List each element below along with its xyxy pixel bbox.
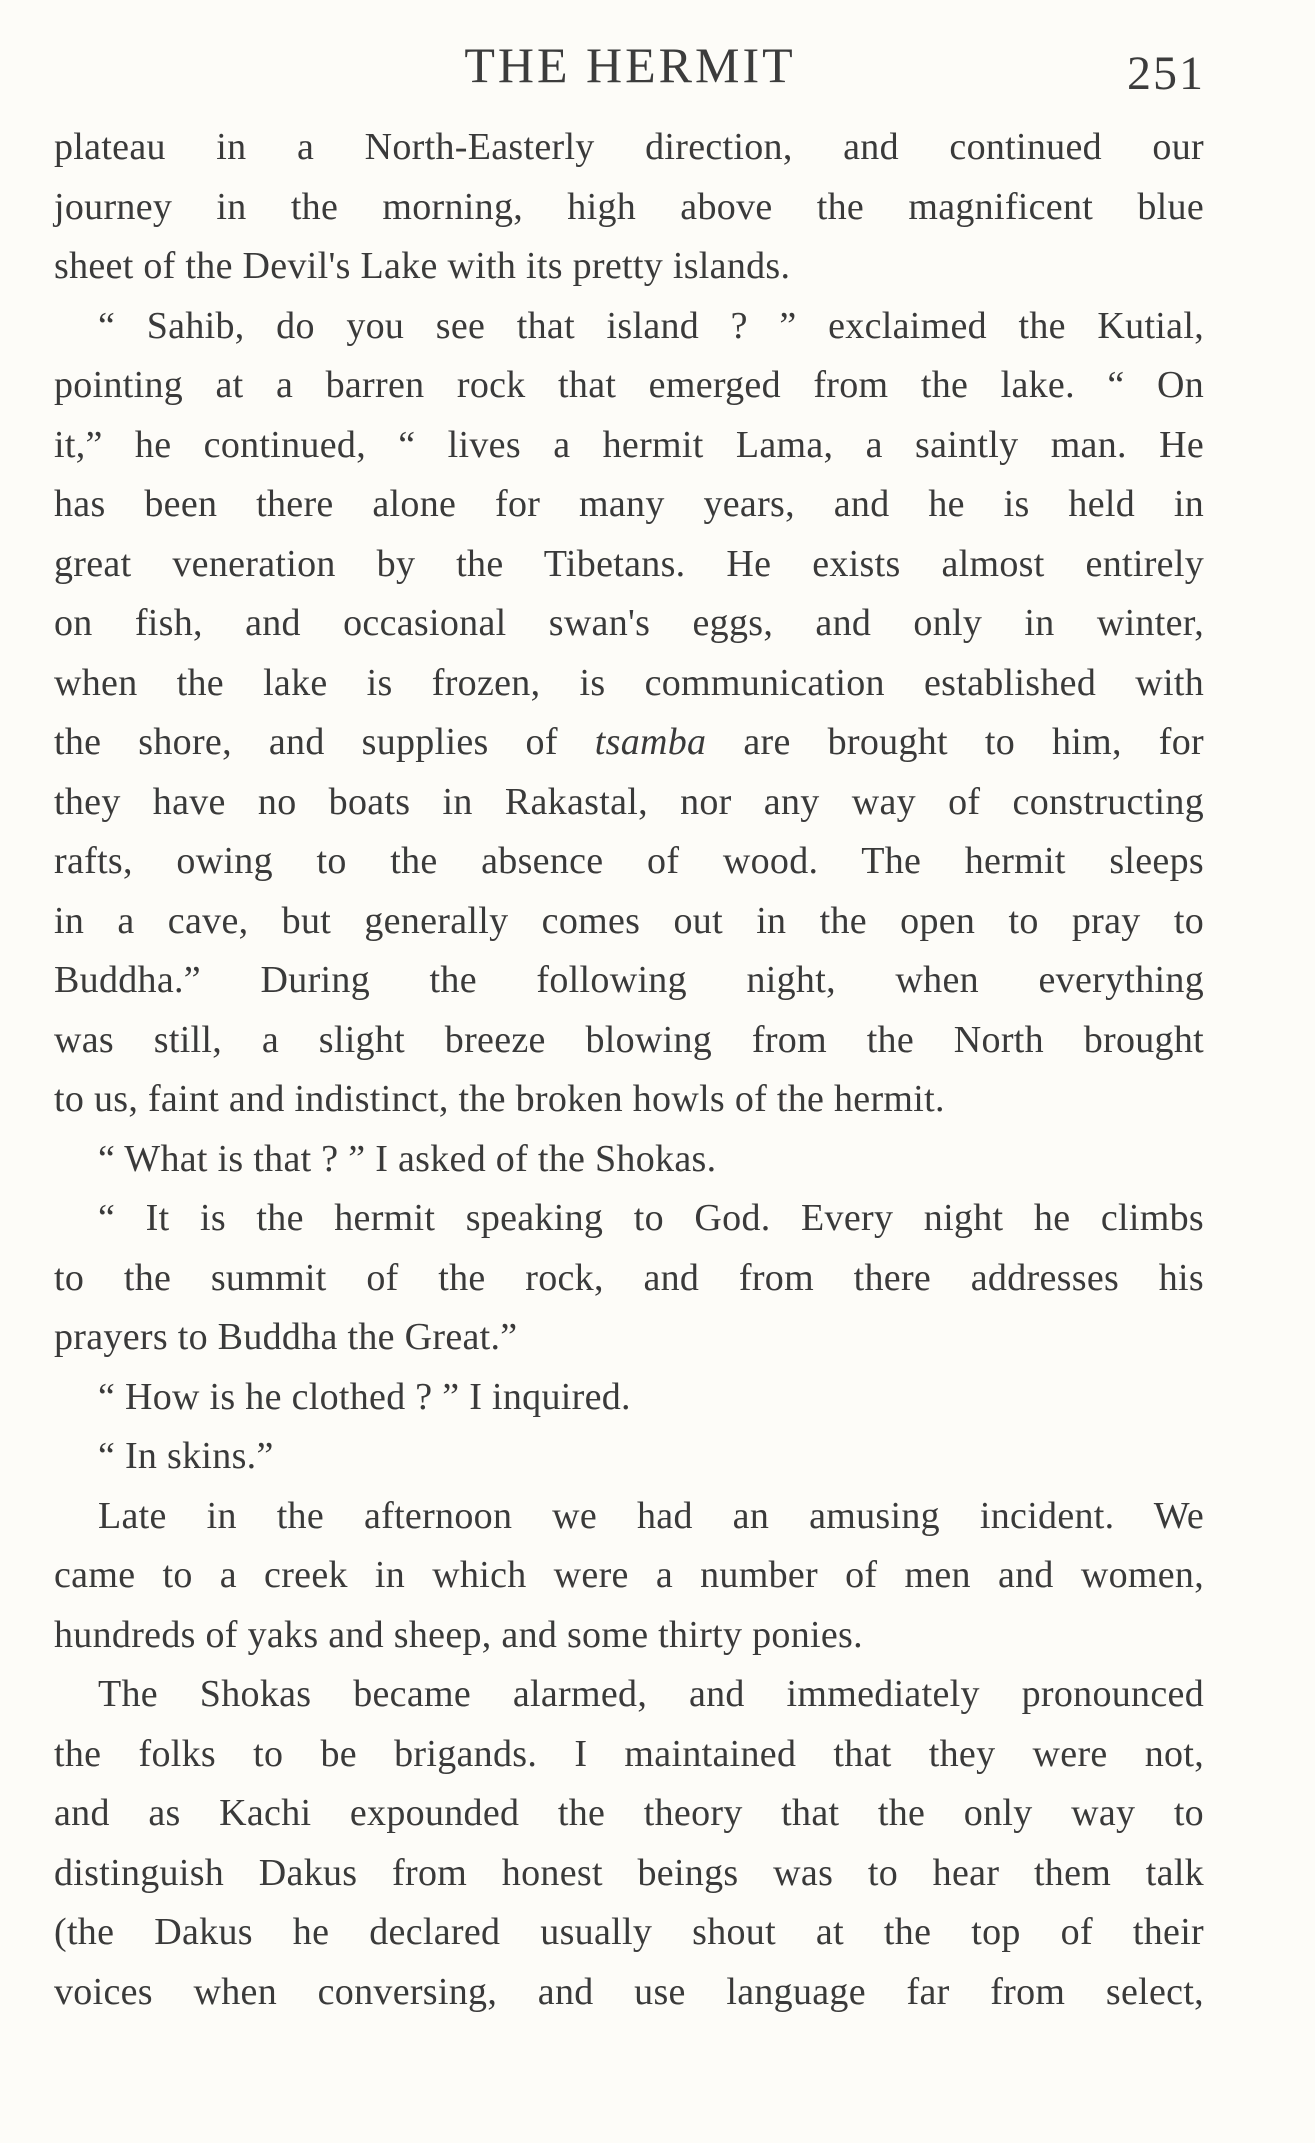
text-line: distinguish Dakus from honest beings was to hear them talk (54, 1851, 1204, 1894)
text-line: The Shokas became alarmed, and immediately pronounced (98, 1673, 1204, 1715)
text-line: prayers to Buddha the Great.” (54, 1316, 518, 1358)
page-header (0, 28, 1315, 98)
text-line: to the summit of the rock, and from there addresses his (54, 1256, 1204, 1299)
text-line: hundreds of yaks and sheep, and some thirty ponies. (54, 1613, 863, 1656)
text-line: the folks to be brigands. I maintained that they were not, (54, 1732, 1204, 1775)
text-line: was still, a slight breeze blowing from the North brought (54, 1018, 1204, 1061)
text-segment: are brought to him, for (706, 721, 1204, 763)
text-line: “ How is he clothed ? ” I inquired. (98, 1375, 631, 1418)
text-line: rafts, owing to the absence of wood. The hermit sleeps (54, 840, 1204, 882)
italic-word: tsamba (594, 721, 707, 763)
text-line: when the lake is frozen, is communication established with (54, 661, 1204, 704)
running-title: THE HERMIT (464, 37, 796, 93)
text-line: “ Sahib, do you see that island ? ” exclaimed the Kutial, (98, 304, 1204, 347)
text-line: came to a creek in which were a number of men and women, (54, 1554, 1204, 1596)
text-line: Buddha.” During the following night, when everything (54, 959, 1204, 1001)
text-line: they have no boats in Rakastal, nor any way of constructing (54, 780, 1204, 823)
text-line: “ In skins.” (98, 1435, 274, 1477)
text-segment: the shore, and supplies of (54, 721, 595, 763)
text-line: plateau in a North-Easterly direction, and continued our (54, 126, 1204, 168)
text-line: (the Dakus he declared usually shout at the top of their (54, 1911, 1204, 1953)
text-line: journey in the morning, high above the magnificent blue (54, 185, 1204, 228)
text-line: has been there alone for many years, and he is held in (54, 483, 1204, 525)
text-line: in a cave, but generally comes out in the open to pray to (54, 899, 1204, 942)
text-line: great veneration by the Tibetans. He exists almost entirely (54, 542, 1204, 585)
text-line: and as Kachi expounded the theory that the only way to (54, 1792, 1204, 1834)
text-line (54, 713, 1204, 773)
text-line: sheet of the Devil's Lake with its pretty islands. (54, 245, 791, 287)
text-line: it,” he continued, “ lives a hermit Lama, a saintly man. He (54, 423, 1204, 466)
text-line: Late in the afternoon we had an amusing incident. We (98, 1494, 1204, 1537)
text-line: “ What is that ? ” I asked of the Shokas. (98, 1137, 717, 1180)
text-line: on fish, and occasional swan's eggs, and only in winter, (54, 602, 1204, 644)
text-line: pointing at a barren rock that emerged from the lake. “ On (54, 364, 1204, 406)
page-number: 251 (1127, 47, 1205, 100)
text-line: voices when conversing, and use language far from select, (54, 1970, 1204, 2013)
text-line: to us, faint and indistinct, the broken howls of the hermit. (54, 1078, 945, 1120)
text-line: “ It is the hermit speaking to God. Every night he climbs (98, 1197, 1204, 1239)
body-text (54, 118, 1204, 2022)
